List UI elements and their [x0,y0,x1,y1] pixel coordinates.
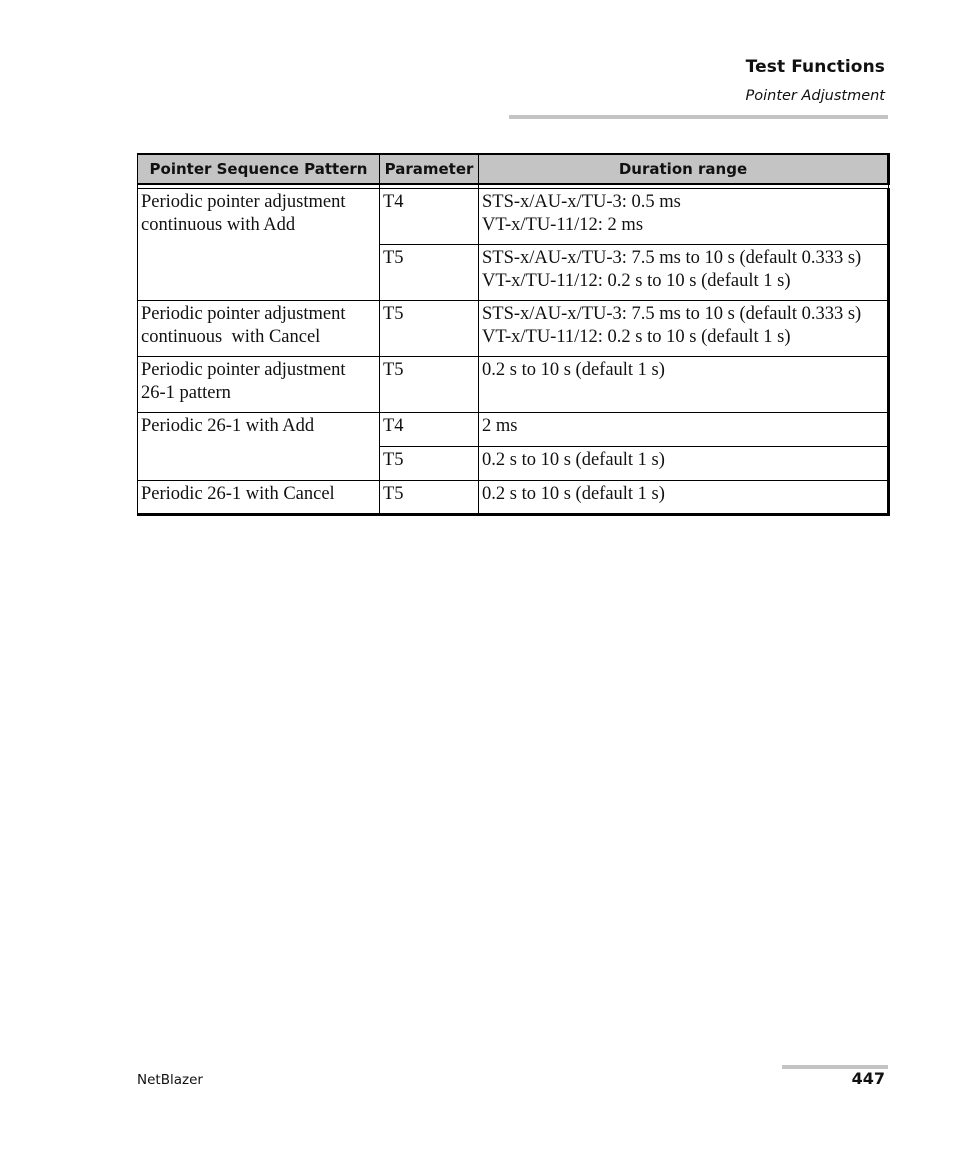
table-row [138,481,889,515]
parameter-cell: T5 [380,301,479,357]
column-header-duration: Duration range [479,154,889,184]
duration-text: 0.2 s to 10 s (default 1 s) [482,450,665,470]
pattern-text: continuous with Cancel [141,326,321,347]
duration-cell [479,413,889,447]
pointer-sequence-table [137,153,890,516]
parameter-cell: T5 [380,447,479,481]
parameter-cell: T4 [380,413,479,447]
duration-text: STS-x/AU-x/TU-3: 7.5 ms to 10 s (default 0.333 s) [482,304,862,324]
section-subtitle: Pointer Adjustment [745,88,885,104]
pattern-text: Periodic pointer adjustment [141,192,346,212]
column-header-parameter: Parameter [380,154,479,184]
duration-text: VT-x/TU-11/12: 0.2 s to 10 s (default 1 s) [482,270,791,291]
table-row [138,413,889,447]
parameter-cell: T5 [380,481,479,515]
pattern-text: Periodic pointer adjustment [141,360,346,380]
duration-cell [479,357,889,413]
column-header-pattern: Pointer Sequence Pattern [138,154,380,184]
parameter-cell: T5 [380,357,479,413]
header-divider [509,115,888,119]
pattern-cell [138,357,380,413]
pattern-text: Periodic 26-1 with Cancel [141,484,335,504]
section-title: Test Functions [745,57,885,77]
duration-text: 0.2 s to 10 s (default 1 s) [482,360,665,380]
pattern-text: Periodic 26-1 with Add [141,416,315,436]
duration-text: 2 ms [482,416,518,436]
duration-text: VT-x/TU-11/12: 0.2 s to 10 s (default 1 s) [482,326,791,347]
parameter-cell: T5 [380,245,479,301]
duration-text: 0.2 s to 10 s (default 1 s) [482,484,665,504]
duration-text: STS-x/AU-x/TU-3: 7.5 ms to 10 s (default 0.333 s) [482,248,862,268]
pattern-text: Periodic pointer adjustment [141,304,346,324]
pattern-cell [138,189,380,301]
pattern-text: continuous with Add [141,214,296,235]
pattern-cell [138,413,380,481]
table-row [138,189,889,245]
duration-cell [479,189,889,245]
table-row [138,301,889,357]
duration-cell [479,245,889,301]
page-number: 447 [851,1069,885,1088]
duration-cell [479,481,889,515]
product-name: NetBlazer [137,1072,203,1088]
pattern-cell [138,301,380,357]
table-header-row [138,154,889,184]
duration-cell [479,447,889,481]
table-row [138,357,889,413]
duration-text: STS-x/AU-x/TU-3: 0.5 ms [482,192,681,212]
parameter-cell: T4 [380,189,479,245]
pattern-cell [138,481,380,515]
duration-text: VT-x/TU-11/12: 2 ms [482,214,644,235]
pattern-text: 26-1 pattern [141,382,231,403]
duration-cell [479,301,889,357]
